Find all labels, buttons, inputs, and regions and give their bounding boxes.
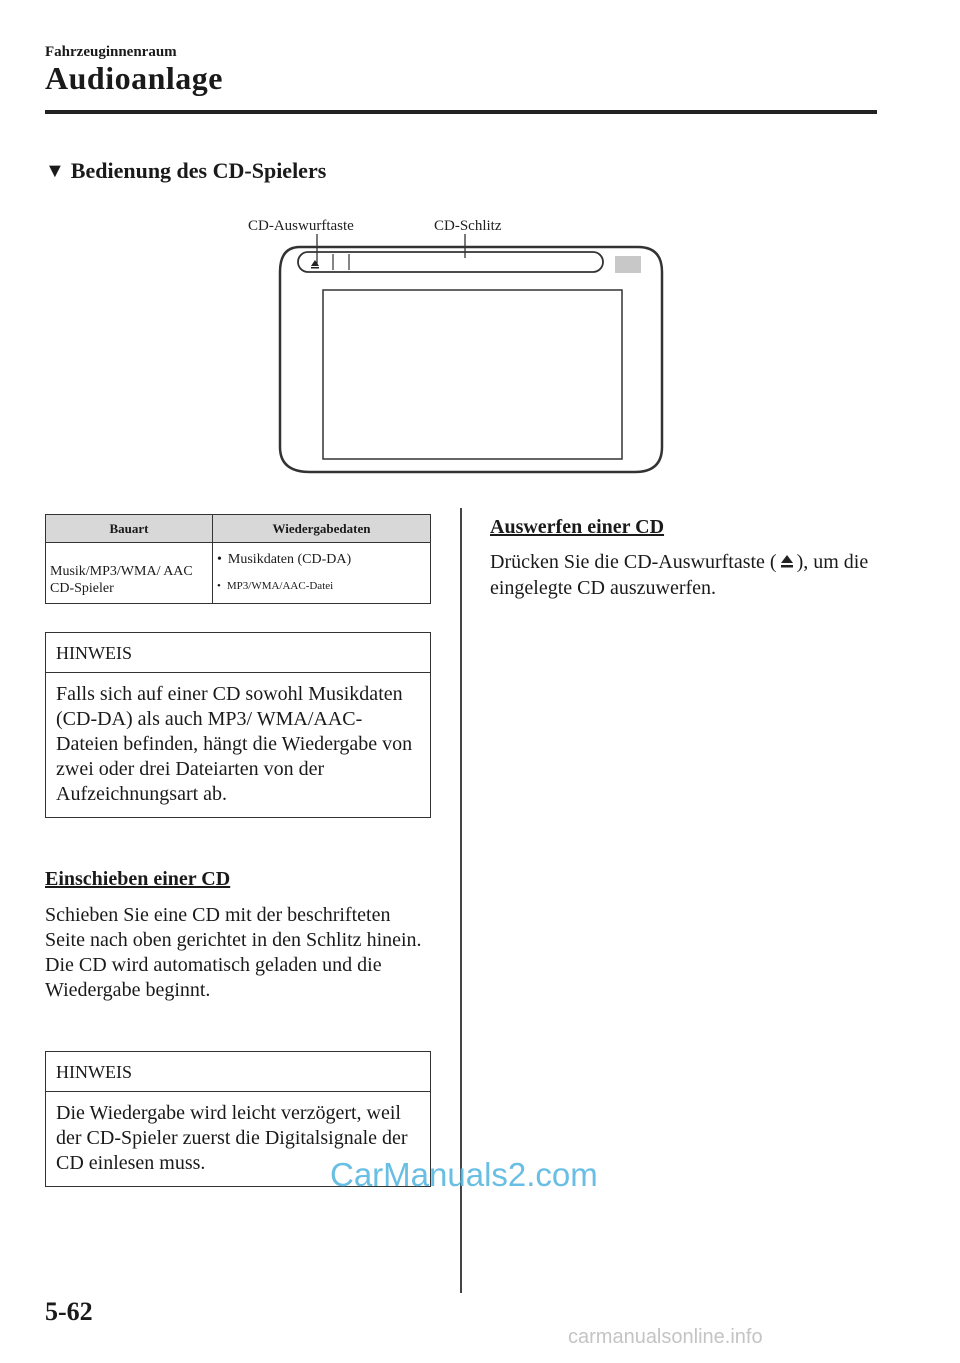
- unit-outline: [280, 247, 662, 472]
- label-eject-button: CD-Auswurftaste: [248, 218, 354, 234]
- display-screen: [323, 290, 622, 459]
- list-item: • MP3/WMA/AAC-Datei: [217, 573, 426, 599]
- eject-button-icon: [311, 260, 319, 269]
- insert-cd-text: Schieben Sie eine CD mit der beschrifteten Seite nach oben gerichtet in den Schlitz hinein. Die CD wird automatisch geladen und die Wiedergabe beginnt.: [45, 904, 422, 1001]
- table-header-data: Wiedergabedaten: [213, 515, 431, 543]
- page-number: 5-62: [45, 1297, 93, 1326]
- section-title: Audioanlage: [45, 60, 223, 96]
- playback-table: [45, 514, 431, 604]
- insert-cd-heading: Einschieben einer CD: [45, 868, 231, 890]
- note-text: Falls sich auf einer CD sowohl Musikdaten (CD-DA) als auch MP3/ WMA/AAC-Dateien befinden, hängt die Wiedergabe von zwei oder drei Dateiarten von der Aufzeichnungsart ab.: [56, 683, 413, 805]
- note-title: HINWEIS: [46, 1052, 430, 1092]
- note-text: Die Wiedergabe wird leicht verzögert, weil der CD-Spieler zuerst die Digitalsignale der CD einlesen muss.: [56, 1102, 408, 1174]
- heading-text: Bedienung des CD-Spielers: [70, 158, 327, 183]
- section-heading: [45, 158, 326, 184]
- watermark-url: carmanualsonline.info: [568, 1326, 763, 1348]
- table-header-type: Bauart: [46, 515, 213, 543]
- cd-slot: [298, 252, 603, 272]
- eject-cd-heading: Auswerfen einer CD: [490, 516, 665, 538]
- table-cell-data: [213, 543, 431, 604]
- cd-player-diagram: [240, 210, 680, 485]
- watermark-logo: CarManuals2.com: [330, 1156, 598, 1193]
- indicator-square: [615, 256, 641, 273]
- chapter-title: Fahrzeuginnenraum: [45, 44, 177, 60]
- label-cd-slot: CD-Schlitz: [434, 218, 502, 234]
- table-row: [46, 543, 431, 604]
- eject-cd-text: Drücken Sie die CD-Auswurftaste ( ), um die eingelegte CD auszuwerfen.: [490, 551, 869, 599]
- note-title: HINWEIS: [46, 633, 430, 673]
- cd-player-illustration: [240, 210, 680, 480]
- list-item: • Musikdaten (CD-DA): [217, 547, 426, 573]
- eject-icon: [779, 551, 795, 576]
- note-box-1: [45, 632, 431, 818]
- table-cell-type: Musik/MP3/WMA/ AAC CD-Spieler: [46, 543, 213, 604]
- header-rule: [45, 110, 877, 114]
- down-triangle-icon: ▼: [45, 159, 65, 182]
